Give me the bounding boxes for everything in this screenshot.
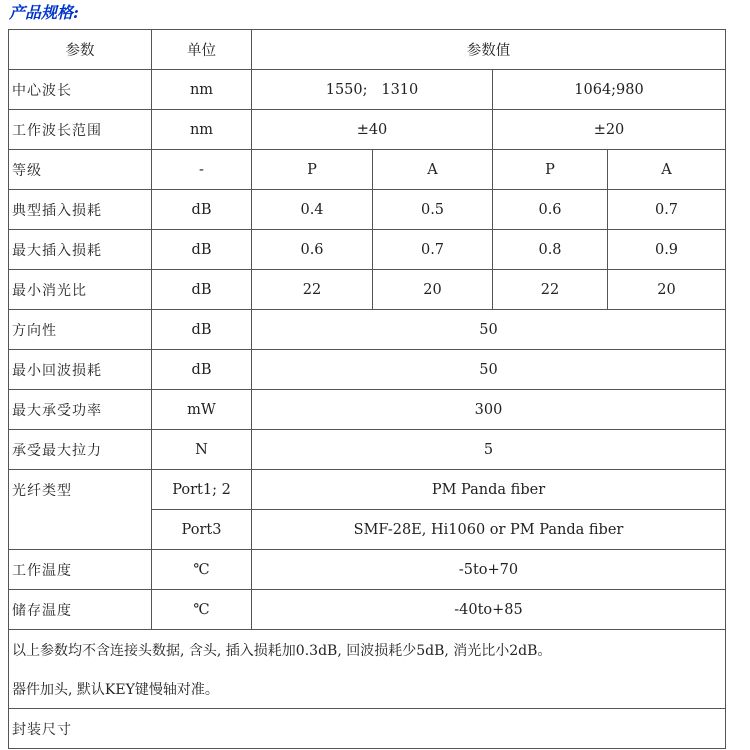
table-row: [9, 150, 726, 190]
row-value: 0.6: [252, 230, 373, 270]
row-unit: Port3: [152, 510, 252, 550]
section-title: 产品规格:: [9, 3, 79, 22]
row-value: 0.5: [373, 190, 493, 230]
row-label: 工作波长范围: [9, 110, 152, 150]
header-unit: 单位: [152, 30, 252, 70]
row-label: 光纤类型: [9, 470, 152, 550]
row-unit: dB: [152, 270, 252, 310]
row-unit: ℃: [152, 590, 252, 630]
row-unit: -: [152, 150, 252, 190]
table-row: [9, 590, 726, 630]
table-row: [9, 110, 726, 150]
row-label: 中心波长: [9, 70, 152, 110]
row-label: 承受最大拉力: [9, 430, 152, 470]
row-value: ±40: [252, 110, 493, 150]
table-row: [9, 390, 726, 430]
table-row: [9, 70, 726, 110]
table-row: [9, 550, 726, 590]
row-label: 储存温度: [9, 590, 152, 630]
row-value: 22: [252, 270, 373, 310]
row-value: 20: [373, 270, 493, 310]
row-value: 0.9: [608, 230, 726, 270]
row-value: 0.6: [493, 190, 608, 230]
row-value: 50: [252, 310, 726, 350]
header-value: 参数值: [252, 30, 726, 70]
table-row: [9, 310, 726, 350]
note-line-2: 器件加头, 默认KEY键慢轴对准。: [9, 669, 726, 709]
row-unit: dB: [152, 350, 252, 390]
row-value: 0.7: [608, 190, 726, 230]
table-row: [9, 270, 726, 310]
row-value: 300: [252, 390, 726, 430]
package-row: [9, 709, 726, 749]
row-unit: Port1; 2: [152, 470, 252, 510]
row-label: 等级: [9, 150, 152, 190]
spec-table: [8, 29, 726, 749]
row-unit: mW: [152, 390, 252, 430]
row-value: 1064;980: [493, 70, 726, 110]
row-unit: N: [152, 430, 252, 470]
row-value: 1550; 1310: [252, 70, 493, 110]
row-value: SMF-28E, Hi1060 or PM Panda fiber: [252, 510, 726, 550]
row-value: 50: [252, 350, 726, 390]
row-label: 最小回波损耗: [9, 350, 152, 390]
row-value: 20: [608, 270, 726, 310]
row-value: 0.8: [493, 230, 608, 270]
table-header-row: [9, 30, 726, 70]
row-unit: nm: [152, 70, 252, 110]
row-label: 工作温度: [9, 550, 152, 590]
row-label: 最小消光比: [9, 270, 152, 310]
table-row: [9, 190, 726, 230]
notes-row: [9, 630, 726, 670]
row-value: 0.7: [373, 230, 493, 270]
row-value: P: [252, 150, 373, 190]
row-unit: dB: [152, 230, 252, 270]
row-value: P: [493, 150, 608, 190]
row-value: A: [608, 150, 726, 190]
row-value: -40to+85: [252, 590, 726, 630]
row-value: -5to+70: [252, 550, 726, 590]
row-value: A: [373, 150, 493, 190]
package-label: 封装尺寸: [9, 709, 726, 749]
table-row: [9, 430, 726, 470]
row-unit: ℃: [152, 550, 252, 590]
row-label: 最大承受功率: [9, 390, 152, 430]
row-unit: dB: [152, 310, 252, 350]
row-value: ±20: [493, 110, 726, 150]
row-label: 方向性: [9, 310, 152, 350]
row-value: PM Panda fiber: [252, 470, 726, 510]
header-param: 参数: [9, 30, 152, 70]
row-value: 0.4: [252, 190, 373, 230]
row-unit: dB: [152, 190, 252, 230]
notes-row: [9, 669, 726, 709]
row-label: 最大插入损耗: [9, 230, 152, 270]
row-value: 22: [493, 270, 608, 310]
note-line-1: 以上参数均不含连接头数据, 含头, 插入损耗加0.3dB, 回波损耗少5dB, 消光比小2dB。: [9, 630, 726, 670]
table-row: [9, 230, 726, 270]
row-label: 典型插入损耗: [9, 190, 152, 230]
table-row: [9, 350, 726, 390]
row-value: 5: [252, 430, 726, 470]
row-unit: nm: [152, 110, 252, 150]
table-row: [9, 470, 726, 510]
